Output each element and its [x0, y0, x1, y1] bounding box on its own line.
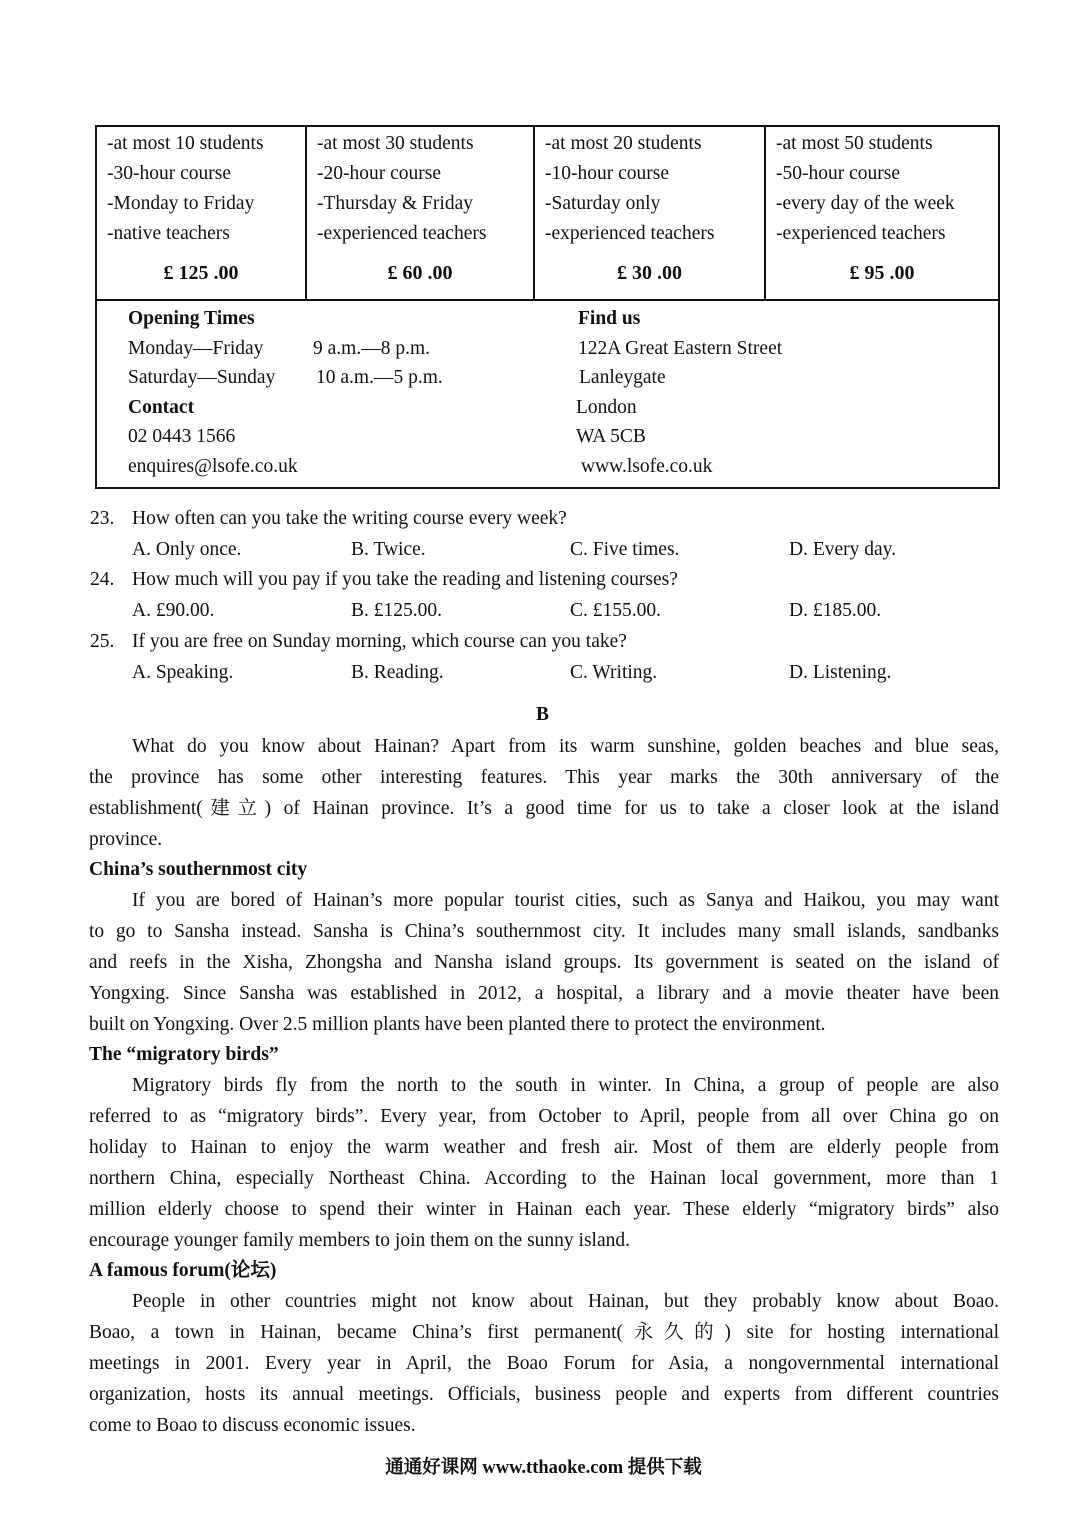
option-c: C. Writing. — [570, 662, 658, 683]
paragraph-line: meetings in 2001. Every year in April, the Boao Forum for Asia, a nongovernmental international — [89, 1353, 999, 1374]
option-d: D. Every day. — [789, 539, 897, 560]
phone-number: 02 0443 1566 — [128, 426, 236, 447]
paragraph-line: holiday to Hainan to enjoy the warm weather and fresh air. Most of them are elderly people from — [89, 1137, 999, 1158]
paragraph-line: What do you know about Hainan? Apart from its warm sunshine, golden beaches and blue seas, — [132, 736, 999, 757]
address-line: WA 5CB — [576, 426, 646, 447]
paragraph-line: encourage younger family members to join them on the sunny island. — [89, 1230, 631, 1251]
course-detail: -Monday to Friday — [107, 193, 255, 214]
address-line: London — [576, 397, 637, 418]
paragraph-line: Boao, a town in Hainan, became China’s first permanent(永久的) site for hosting international — [89, 1322, 999, 1343]
paragraph-line: the province has some other interesting features. This year marks the 30th anniversary of the — [89, 767, 999, 788]
section-heading: The “migratory birds” — [89, 1044, 279, 1065]
option-a: A. Only once. — [132, 539, 242, 560]
course-detail: -experienced teachers — [776, 223, 946, 244]
paragraph-line: referred to as “migratory birds”. Every year, from October to April, people from all over China go on — [89, 1106, 999, 1127]
paragraph-line: million elderly choose to spend their winter in Hainan each year. These elderly “migratory birds” also — [89, 1199, 999, 1220]
option-c: C. £155.00. — [570, 600, 662, 621]
paragraph-line: come to Boao to discuss economic issues. — [89, 1415, 416, 1436]
opening-times-title: Opening Times — [128, 308, 255, 329]
page-footer: 通通好课网 www.tthaoke.com 提供下载 — [385, 1458, 702, 1478]
course-price: £ 95 .00 — [849, 262, 915, 284]
course-detail: -20-hour course — [317, 163, 441, 184]
weekend-label: Saturday—Sunday — [128, 367, 276, 388]
option-b: B. £125.00. — [351, 600, 443, 621]
course-cell-3 — [533, 127, 764, 299]
paragraph-line: to go to Sansha instead. Sansha is China’s southernmost city. It includes many small islands, sandbanks — [89, 921, 999, 942]
paragraph-line: If you are bored of Hainan’s more popular tourist cities, such as Sanya and Haikou, you may want — [132, 890, 999, 911]
question-text: If you are free on Sunday morning, which course can you take? — [132, 631, 627, 652]
paragraph-line: People in other countries might not know about Hainan, but they probably know about Boao. — [132, 1291, 999, 1312]
question-text: How much will you pay if you take the reading and listening courses? — [132, 569, 678, 590]
course-detail: -experienced teachers — [317, 223, 487, 244]
course-price: £ 125 .00 — [163, 262, 239, 284]
option-a: A. Speaking. — [132, 662, 234, 683]
course-detail: -every day of the week — [776, 193, 955, 214]
paragraph-line: built on Yongxing. Over 2.5 million plants have been planted there to protect the environment. — [89, 1014, 826, 1035]
section-heading: A famous forum(论坛) — [89, 1260, 277, 1281]
course-detail: -at most 50 students — [776, 133, 933, 154]
weekday-label: Monday—Friday — [128, 338, 264, 359]
question-number: 23. — [90, 508, 115, 529]
address-line: 122A Great Eastern Street — [578, 338, 783, 359]
option-d: D. £185.00. — [789, 600, 882, 621]
address-line: Lanleygate — [579, 367, 666, 388]
course-cell-2 — [305, 127, 533, 299]
course-detail: -10-hour course — [545, 163, 669, 184]
course-detail: -native teachers — [107, 223, 230, 244]
weekend-hours: 10 a.m.—5 p.m. — [316, 367, 443, 388]
section-letter: B — [536, 704, 550, 725]
paragraph-line: northern China, especially Northeast China. According to the Hainan local government, more than 1 — [89, 1168, 999, 1189]
course-cell-4 — [764, 127, 998, 299]
course-detail: -at most 20 students — [545, 133, 702, 154]
option-c: C. Five times. — [570, 539, 680, 560]
course-detail: -50-hour course — [776, 163, 900, 184]
question-text: How often can you take the writing course every week? — [132, 508, 567, 529]
course-price: £ 60 .00 — [387, 262, 453, 284]
section-heading: China’s southernmost city — [89, 859, 308, 880]
course-detail: -Saturday only — [545, 193, 661, 214]
course-row — [97, 127, 998, 301]
find-us-title: Find us — [578, 308, 641, 329]
paragraph-line: and reefs in the Xisha, Zhongsha and Nansha island groups. Its government is seated on the island of — [89, 952, 999, 973]
paragraph-line: province. — [89, 829, 163, 850]
course-detail: -at most 10 students — [107, 133, 264, 154]
paragraph-line: establishment(建立) of Hainan province. It’s a good time for us to take a closer look at the island — [89, 798, 999, 819]
question-number: 25. — [90, 631, 115, 652]
option-b: B. Twice. — [351, 539, 426, 560]
course-detail: -Thursday & Friday — [317, 193, 473, 214]
course-table — [95, 125, 1000, 489]
paragraph-line: Yongxing. Since Sansha was established in 2012, a hospital, a library and a movie theater have been — [89, 983, 999, 1004]
option-a: A. £90.00. — [132, 600, 215, 621]
paragraph-line: organization, hosts its annual meetings. Officials, business people and experts from different countries — [89, 1384, 999, 1405]
course-detail: -at most 30 students — [317, 133, 474, 154]
course-cell-1 — [97, 127, 305, 299]
email-address: enquires@lsofe.co.uk — [128, 456, 298, 477]
website: www.lsofe.co.uk — [581, 456, 713, 477]
option-d: D. Listening. — [789, 662, 892, 683]
contact-title: Contact — [128, 397, 195, 418]
course-detail: -30-hour course — [107, 163, 231, 184]
weekday-hours: 9 a.m.—8 p.m. — [313, 338, 430, 359]
course-price: £ 30 .00 — [617, 262, 682, 284]
paragraph-line: Migratory birds fly from the north to the south in winter. In China, a group of people are also — [132, 1075, 999, 1096]
question-number: 24. — [90, 569, 115, 590]
option-b: B. Reading. — [351, 662, 444, 683]
course-detail: -experienced teachers — [545, 223, 715, 244]
